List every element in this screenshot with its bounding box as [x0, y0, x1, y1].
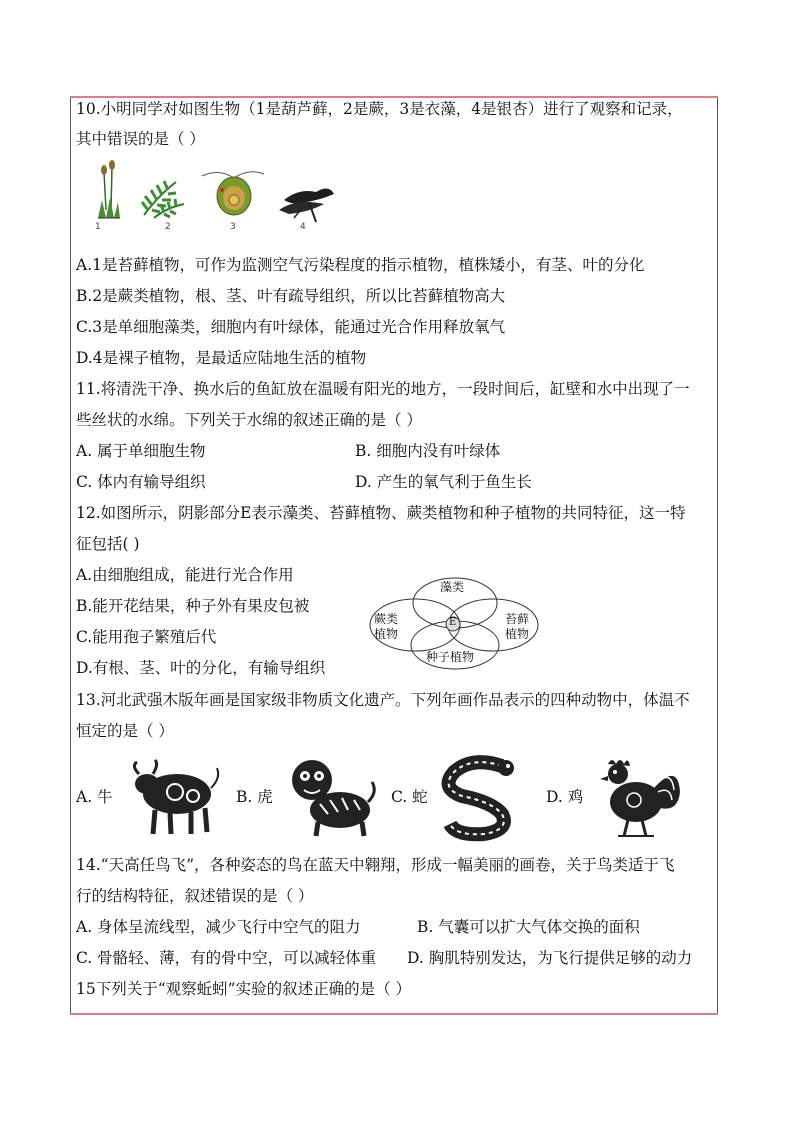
tiger-image: [278, 752, 378, 840]
fern-image: [142, 181, 184, 218]
q14-stem-line2: 行的结构特征，叙述错误的是（ ）: [76, 887, 314, 905]
q13-option-b: B. 虎: [236, 788, 273, 806]
fig-number-4: 4: [300, 222, 306, 232]
venn-label-algae: 藻类: [440, 580, 465, 594]
q10-option-c: C.3是单细胞藻类，细胞内有叶绿体，能通过光合作用释放氧气: [76, 318, 506, 336]
snake-image: [432, 752, 532, 840]
fig-number-1: 1: [95, 222, 101, 232]
moss-image: [98, 160, 120, 218]
q13-option-d: D. 鸡: [546, 788, 584, 806]
q12-option-b: B.能开花结果，种子外有果皮包被: [76, 597, 310, 615]
q12-stem-line2: 征包括( ): [76, 535, 140, 553]
q12-stem-line1: 12.如图所示，阴影部分E表示藻类、苔藓植物、蕨类植物和种子植物的共同特征，这一特: [76, 504, 686, 522]
top-border: [70, 96, 718, 98]
rooster-image: [588, 752, 688, 840]
q11-option-b: B. 细胞内没有叶绿体: [355, 442, 501, 460]
q11-option-d: D. 产生的氧气利于鱼生长: [355, 473, 532, 491]
q13-stem-line1: 13.河北武强木版年画是国家级非物质文化遗产。下列年画作品表示的四种动物中，体温不: [76, 691, 690, 709]
q15-stem-line1: 15下列关于“观察蚯蚓”实验的叙述正确的是（ ）: [76, 980, 411, 998]
q14-option-b: B. 气囊可以扩大气体交换的面积: [417, 918, 640, 936]
venn-label-moss-1: 苔藓: [505, 612, 530, 626]
q14-option-c: C. 骨骼轻、薄，有的骨中空，可以减轻体重: [76, 949, 377, 967]
q13-option-a: A. 牛: [76, 788, 113, 806]
q14-option-a: A. 身体呈流线型，减少飞行中空气的阻力: [76, 918, 361, 936]
q12-option-d: D.有根、茎、叶的分化，有输导组织: [76, 659, 326, 677]
q14-option-d: D. 胸肌特别发达，为飞行提供足够的动力: [407, 949, 693, 967]
q13-stem-line2: 恒定的是（ ）: [76, 722, 174, 740]
venn-label-fern-1: 蕨类: [374, 612, 399, 626]
q12-option-c: C.能用孢子繁殖后代: [76, 628, 217, 646]
q11-stem-line1: 11.将清洗干净、换水后的鱼缸放在温暖有阳光的地方，一段时间后，缸壁和水中出现了一: [76, 380, 690, 398]
chlamydomonas-image: [202, 172, 264, 215]
fig-number-2: 2: [165, 222, 171, 232]
q12-option-a: A.由细胞组成，能进行光合作用: [76, 566, 294, 584]
venn-label-seed: 种子植物: [426, 650, 475, 664]
q10-stem-line2: 其中错误的是（ ）: [76, 130, 205, 148]
venn-label-e: E: [449, 617, 457, 628]
q13-option-c: C. 蛇: [391, 788, 428, 806]
venn-label-fern-2: 植物: [374, 627, 399, 641]
fig-number-3: 3: [230, 222, 236, 232]
q10-option-d: D.4是裸子植物，是最适应陆地生活的植物: [76, 349, 367, 367]
bottom-border: [70, 1013, 718, 1015]
q11-option-c: C. 体内有输导组织: [76, 473, 206, 491]
ginkgo-image: [279, 188, 334, 222]
q10-option-b: B.2是蕨类植物，根、茎、叶有疏导组织，所以比苔藓植物高大: [76, 287, 506, 305]
venn-label-moss-2: 植物: [505, 627, 530, 641]
q10-figure: [84, 160, 334, 235]
q11-stem-line2: 些丝状的水绵。下列关于水绵的叙述正确的是（ ）: [76, 411, 422, 429]
q10-option-a: A.1是苔藓植物，可作为监测空气污染程度的指示植物，植株矮小，有茎、叶的分化: [76, 256, 645, 274]
q11-option-a: A. 属于单细胞生物: [76, 442, 206, 460]
q14-stem-line1: 14.“天高任鸟飞”，各种姿态的鸟在蓝天中翱翔，形成一幅美丽的画卷，关于鸟类适于飞: [76, 856, 675, 874]
ox-image: [125, 752, 225, 840]
q10-stem-line1: 10.小明同学对如图生物（1是葫芦藓，2是蕨，3是衣藻，4是银杏）进行了观察和记录，: [76, 100, 683, 118]
